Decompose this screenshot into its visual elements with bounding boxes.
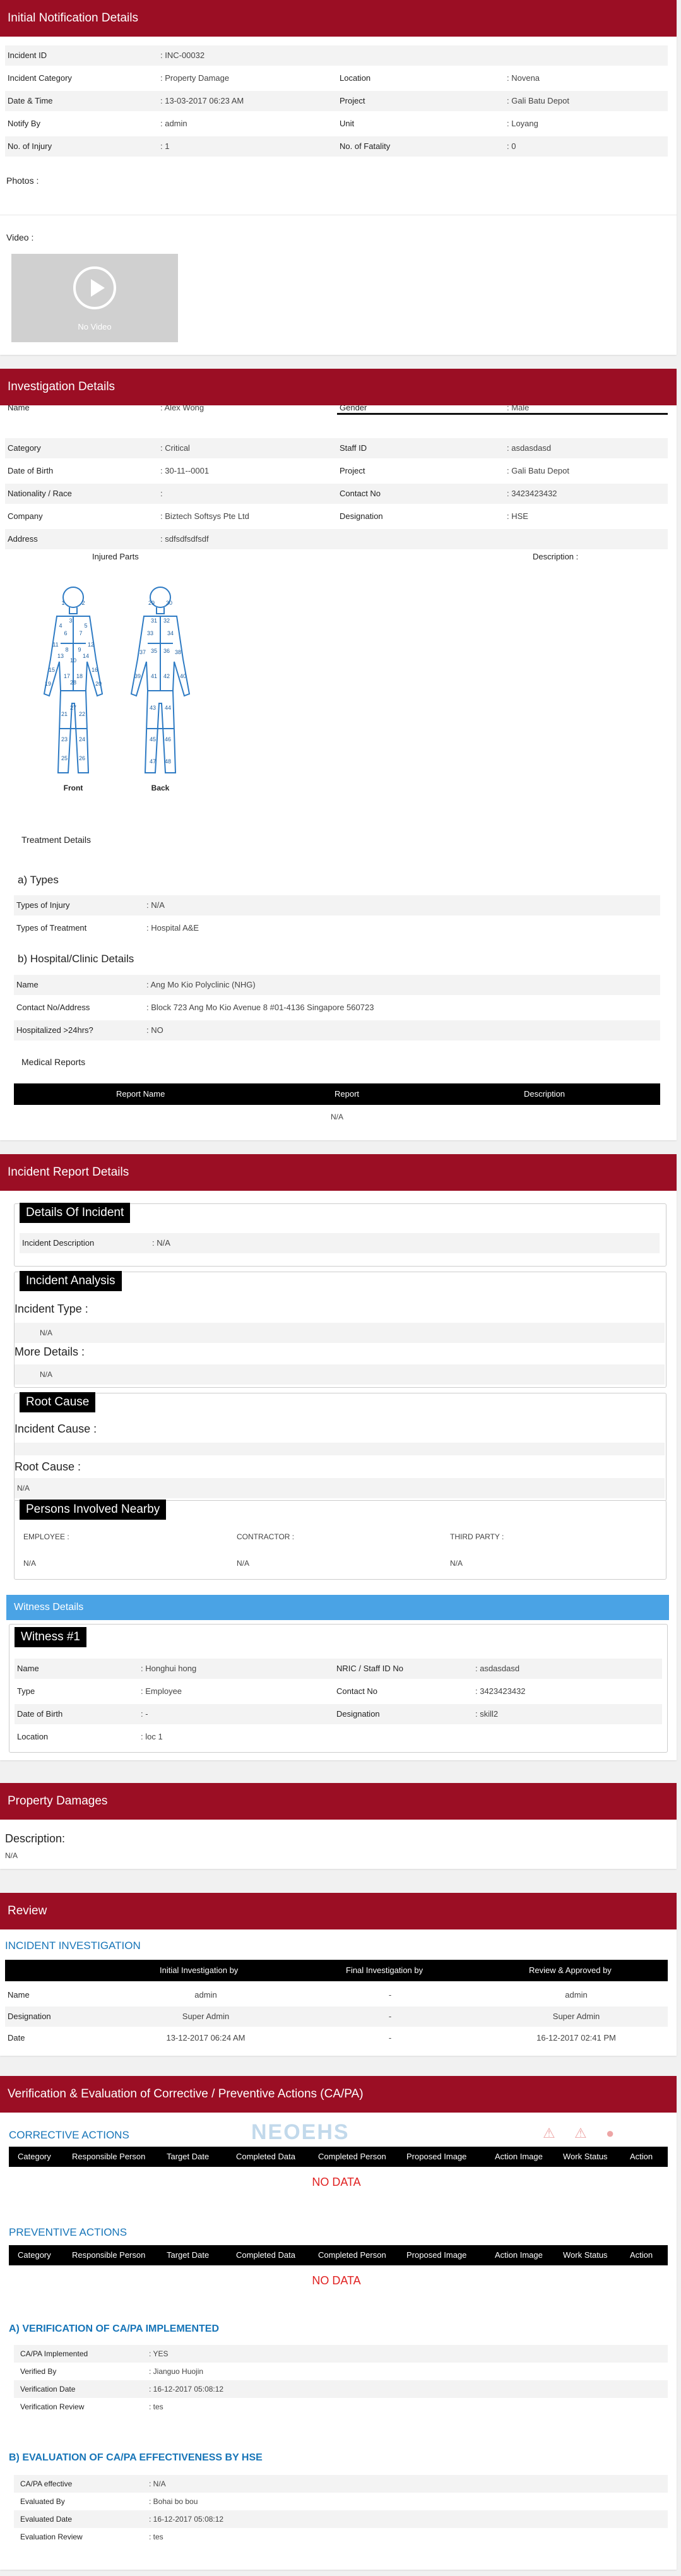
medical-reports-label: Medical Reports (21, 1057, 86, 1067)
row-label: Name (17, 1664, 39, 1673)
row-value: : Property Damage (160, 73, 230, 83)
capa-info-row (14, 2475, 668, 2493)
body-part-number[interactable]: 37 (139, 649, 146, 655)
row-label: Name (8, 405, 30, 412)
body-part-number[interactable]: 35 (150, 648, 158, 654)
more-details-row (15, 1364, 665, 1385)
capa-col-header: Action Image (495, 2152, 543, 2161)
incident-investigation-title: INCIDENT INVESTIGATION (5, 1940, 141, 1952)
more-details-label: More Details : (15, 1345, 85, 1358)
review-cell: 13-12-2017 06:24 AM (166, 2033, 246, 2042)
row-value: : asdasdasd (475, 1664, 520, 1673)
row-label: Staff ID (340, 443, 367, 453)
row-label: Location (17, 1732, 49, 1741)
col-initial: Initial Investigation by (160, 1965, 239, 1975)
info-row (14, 895, 660, 915)
description-label: Description : (533, 552, 579, 561)
incident-type-label: Incident Type : (15, 1303, 88, 1315)
video-label: Video : (6, 232, 34, 242)
row-label: Unit (340, 119, 355, 128)
analysis-tag: Incident Analysis (20, 1271, 122, 1291)
corrective-table-header (9, 2147, 668, 2167)
review-cell: admin (565, 1990, 588, 2000)
body-part-number[interactable]: 31 (150, 617, 158, 624)
review-cell: 16-12-2017 02:41 PM (536, 2033, 616, 2042)
col-final: Final Investigation by (346, 1965, 423, 1975)
col-report-name: Report Name (116, 1089, 165, 1099)
body-part-number[interactable]: 15 (48, 667, 56, 673)
row-label: Category (8, 443, 41, 453)
preventive-table-header (9, 2245, 668, 2265)
body-part-number[interactable]: 5 (84, 623, 88, 629)
investigation-section (0, 369, 677, 1140)
body-part-number[interactable]: 48 (164, 758, 172, 765)
review-section (0, 1893, 677, 2056)
row-label: CA/PA Implemented (20, 2349, 88, 2358)
body-part-number[interactable]: 14 (82, 653, 90, 659)
row-value: : Alex Wong (160, 405, 204, 412)
row-label: No. of Injury (8, 141, 52, 151)
row-value: : 16-12-2017 05:08:12 (149, 2385, 224, 2394)
capa-col-header: Work Status (563, 2152, 608, 2161)
info-row (14, 975, 660, 995)
root-cause-tag: Root Cause (20, 1392, 95, 1412)
property-damages-header: Property Damages (0, 1783, 677, 1820)
treatment-details-label: Treatment Details (21, 835, 91, 845)
witness-details-bar: Witness Details (6, 1595, 669, 1620)
details-tag: Details Of Incident (20, 1203, 130, 1223)
body-part-number[interactable]: 16 (91, 667, 98, 673)
review-cell: - (388, 1990, 392, 2000)
row-label: Contact No (340, 489, 381, 498)
witness-row (15, 1659, 662, 1679)
body-part-number[interactable]: 2 (81, 600, 85, 606)
capa-col-header: Action (630, 2152, 653, 2161)
body-part-number[interactable]: 42 (163, 673, 170, 679)
body-part-number[interactable]: 30 (165, 600, 173, 606)
row-value: : Loyang (507, 119, 538, 128)
capa-header: Verification & Evaluation of Corrective / Preventive Actions (CA/PA) (0, 2076, 677, 2113)
row-value: : tes (149, 2402, 163, 2411)
row-value: : Jianguo Huojin (149, 2367, 204, 2376)
row-value: : Biztech Softsys Pte Ltd (160, 511, 249, 521)
medical-reports-header (14, 1083, 660, 1105)
person-type-value: N/A (23, 1559, 37, 1568)
row-label: No. of Fatality (340, 141, 391, 151)
row-value: : INC-00032 (160, 51, 205, 60)
body-part-number[interactable]: 34 (167, 630, 174, 636)
info-row (5, 405, 668, 417)
row-value: : 30-11--0001 (160, 466, 210, 475)
row-label: Notify By (8, 119, 41, 128)
body-part-number[interactable]: 46 (164, 736, 172, 742)
row-label: Date of Birth (17, 1709, 63, 1719)
row-value: : N/A (149, 2479, 166, 2488)
root-cause-value: N/A (17, 1484, 30, 1493)
row-label: Name (16, 980, 38, 989)
injured-parts-label: Injured Parts (92, 552, 139, 561)
row-label: Evaluated Date (20, 2515, 73, 2524)
body-part-number[interactable]: 19 (44, 681, 52, 687)
person-type-value: N/A (237, 1559, 250, 1568)
row-label: CA/PA effective (20, 2479, 73, 2488)
incident-report-header: Incident Report Details (0, 1154, 677, 1191)
review-cell: - (388, 2012, 392, 2021)
info-row (5, 114, 668, 134)
row-value: : N/A (146, 900, 165, 910)
back-label: Back (151, 784, 170, 792)
hospital-heading: b) Hospital/Clinic Details (18, 953, 134, 965)
body-part-number[interactable]: 3 (69, 617, 73, 624)
row-label: Location (340, 73, 371, 83)
row-value: : Bohai bo bou (149, 2497, 198, 2506)
body-part-number[interactable]: 6 (64, 630, 68, 636)
capa-col-header: Action (630, 2250, 653, 2260)
row-label: Verification Review (20, 2402, 85, 2411)
incident-report-section (0, 1154, 677, 1760)
row-label: Company (8, 511, 43, 521)
initial-notification-section (0, 0, 677, 355)
row-value: : Employee (141, 1686, 182, 1696)
incident-type-row (15, 1323, 665, 1343)
capa-col-header: Completed Data (236, 2152, 295, 2161)
capa-info-row (14, 2510, 668, 2528)
row-label: Project (340, 96, 365, 105)
body-part-number[interactable]: 13 (57, 653, 64, 659)
property-damages-section (0, 1783, 677, 1869)
row-value: : (160, 489, 163, 498)
row-value: : sdfsdfsdfsdf (160, 534, 209, 544)
row-value: : skill2 (475, 1709, 499, 1719)
body-part-number[interactable]: 38 (174, 649, 182, 655)
verification-title: A) VERIFICATION OF CA/PA IMPLEMENTED (9, 2323, 220, 2334)
review-table-header (5, 1960, 668, 1981)
user-icon: ● (606, 2125, 615, 2141)
capa-col-header: Proposed Image (406, 2152, 467, 2161)
capa-col-header: Responsible Person (72, 2152, 146, 2161)
body-part-number[interactable]: 45 (149, 736, 157, 742)
initial-notification-header: Initial Notification Details (0, 0, 677, 37)
root-cause-row (15, 1478, 665, 1498)
body-part-number[interactable]: 33 (146, 630, 154, 636)
row-value: : asdasdasd (507, 443, 552, 453)
row-label: Contact No/Address (16, 1003, 90, 1012)
body-part-number[interactable]: 29 (148, 600, 155, 606)
row-label: Incident ID (8, 51, 47, 60)
capa-info-row (14, 2528, 668, 2546)
info-row (5, 438, 668, 458)
body-part-number[interactable]: 41 (150, 673, 158, 679)
body-part-number[interactable]: 36 (163, 648, 170, 654)
witness-row (15, 1681, 662, 1702)
persons-tag: Persons Involved Nearby (20, 1500, 166, 1520)
capa-col-header: Category (18, 2250, 51, 2260)
capa-info-row (14, 2380, 668, 2398)
property-desc-value: N/A (5, 1851, 18, 1860)
person-type-label: EMPLOYEE : (23, 1532, 69, 1541)
witness-tag: Witness #1 (15, 1627, 86, 1647)
alert-icon: ⚠ (574, 2125, 587, 2141)
body-part-number[interactable]: 23 (61, 736, 68, 742)
row-label: NRIC / Staff ID No (336, 1664, 403, 1673)
witness-row (15, 1727, 662, 1747)
capa-info-row (14, 2493, 668, 2510)
row-value: : NO (146, 1025, 163, 1035)
play-icon[interactable] (73, 266, 116, 309)
body-part-number[interactable]: 21 (61, 711, 68, 717)
body-part-number[interactable]: 24 (78, 736, 86, 742)
row-value: : - (141, 1709, 148, 1719)
cut-row-wrapper (0, 405, 677, 417)
info-row (5, 136, 668, 157)
more-details-value: N/A (40, 1370, 53, 1379)
front-label: Front (63, 784, 83, 792)
col-approved: Review & Approved by (529, 1965, 612, 1975)
row-value: : loc 1 (141, 1732, 163, 1741)
investigation-header: Investigation Details (0, 369, 677, 405)
row-value: : Hospital A&E (146, 923, 199, 933)
incident-cause-row (15, 1443, 665, 1455)
body-part-number[interactable]: 18 (76, 673, 83, 679)
body-part-number[interactable]: 12 (87, 641, 95, 648)
row-value: : N/A (152, 1238, 170, 1248)
info-row (14, 918, 660, 938)
review-cell: - (388, 2033, 392, 2042)
body-part-number[interactable]: 8 (65, 647, 69, 653)
row-value: : 16-12-2017 05:08:12 (149, 2515, 224, 2524)
capa-col-header: Completed Person (318, 2152, 386, 2161)
photos-label: Photos : (6, 176, 39, 186)
persons-involved-box (14, 1500, 666, 1580)
row-label: Contact No (336, 1686, 378, 1696)
info-row (14, 998, 660, 1018)
capa-col-header: Responsible Person (72, 2250, 146, 2260)
capa-info-row (14, 2345, 668, 2363)
info-row (5, 484, 668, 504)
types-heading: a) Types (18, 874, 59, 886)
row-label: Gender (340, 405, 367, 412)
row-label: Date & Time (8, 96, 53, 105)
body-part-number[interactable]: 47 (149, 758, 157, 765)
info-row (5, 461, 668, 481)
body-part-number[interactable]: 10 (69, 657, 77, 664)
body-part-number[interactable]: 28 (69, 679, 77, 686)
incident-analysis-box (14, 1272, 666, 1388)
body-part-number[interactable]: 17 (63, 673, 71, 679)
row-label: Evaluated By (20, 2497, 65, 2506)
no-video-text: No Video (78, 322, 112, 331)
details-of-incident-box (14, 1203, 666, 1267)
row-value: : Male (507, 405, 530, 412)
row-value: : tes (149, 2532, 163, 2541)
row-label: Nationality / Race (8, 489, 72, 498)
row-label: Incident Description (22, 1238, 95, 1248)
row-label: Types of Treatment (16, 923, 87, 933)
witness-box (9, 1624, 668, 1753)
row-value: : 0 (507, 141, 516, 151)
row-label: Project (340, 466, 365, 475)
preventive-actions-title: PREVENTIVE ACTIONS (9, 2226, 127, 2238)
row-value: : YES (149, 2349, 169, 2358)
body-part-number[interactable]: 40 (179, 673, 187, 679)
medical-reports-empty: N/A (330, 1112, 343, 1121)
evaluation-title: B) EVALUATION OF CA/PA EFFECTIVENESS BY HSE (9, 2452, 263, 2463)
body-part-number[interactable]: 25 (61, 755, 68, 761)
capa-section (0, 2076, 677, 2570)
row-label: Hospitalized >24hrs? (16, 1025, 93, 1035)
capa-col-header: Proposed Image (406, 2250, 467, 2260)
body-part-number[interactable]: 7 (79, 630, 83, 636)
body-part-number[interactable]: 32 (163, 617, 170, 624)
review-cell: admin (194, 1990, 217, 2000)
incident-type-value: N/A (40, 1328, 53, 1337)
row-label: Incident Category (8, 73, 72, 83)
row-value: : Ang Mo Kio Polyclinic (NHG) (146, 980, 256, 989)
info-row (5, 68, 668, 88)
review-cell: Super Admin (182, 2012, 230, 2021)
capa-info-row (14, 2398, 668, 2416)
info-row (5, 45, 668, 66)
row-label: Types of Injury (16, 900, 70, 910)
capa-col-header: Action Image (495, 2250, 543, 2260)
witness-row (15, 1704, 662, 1724)
capa-col-header: Work Status (563, 2250, 608, 2260)
divider (337, 413, 668, 415)
person-type-value: N/A (450, 1559, 463, 1568)
person-type-label: THIRD PARTY : (450, 1532, 504, 1541)
root-cause-label: Root Cause : (15, 1460, 81, 1473)
bell-icon: ⚠ (543, 2125, 555, 2141)
body-part-number[interactable]: 39 (134, 673, 141, 679)
body-part-number[interactable]: 26 (78, 755, 86, 761)
capa-col-header: Target Date (167, 2152, 210, 2161)
row-value: : HSE (507, 511, 528, 521)
col-report: Report (335, 1089, 360, 1099)
col-description: Description (524, 1089, 566, 1099)
body-part-number[interactable]: 1 (61, 600, 65, 606)
review-cell: Super Admin (552, 2012, 600, 2021)
capa-col-header: Completed Data (236, 2250, 295, 2260)
corrective-no-data: NO DATA (312, 2176, 361, 2188)
info-row (14, 1020, 660, 1041)
root-cause-box (14, 1393, 666, 1501)
row-value: : 1 (160, 141, 170, 151)
review-header: Review (0, 1893, 677, 1929)
review-row (5, 2007, 668, 2027)
row-label: Date (8, 2033, 25, 2042)
row-label: Designation (340, 511, 383, 521)
video-thumbnail[interactable] (11, 254, 178, 342)
body-part-number[interactable]: 43 (149, 705, 157, 711)
review-row (5, 2028, 668, 2048)
info-row (5, 529, 668, 549)
row-label: Evaluation Review (20, 2532, 83, 2541)
info-row (5, 506, 668, 527)
body-part-number[interactable]: 11 (52, 641, 59, 648)
row-value: : 3423423432 (507, 489, 557, 498)
body-part-number[interactable]: 44 (164, 705, 172, 711)
person-type-label: CONTRACTOR : (237, 1532, 295, 1541)
body-part-number[interactable]: 9 (78, 647, 81, 653)
body-part-number[interactable]: 20 (95, 681, 102, 687)
review-row (5, 1985, 668, 2005)
row-label: Type (17, 1686, 35, 1696)
row-label: Designation (336, 1709, 380, 1719)
row-value: : Novena (507, 73, 540, 83)
row-value: : Honghui hong (141, 1664, 197, 1673)
body-part-number[interactable]: 22 (78, 711, 86, 717)
body-part-number[interactable]: 27 (69, 705, 77, 711)
incident-cause-label: Incident Cause : (15, 1422, 97, 1435)
incident-description-row (20, 1233, 660, 1253)
preventive-no-data: NO DATA (312, 2274, 361, 2287)
watermark-logo: NEOEHS (251, 2120, 350, 2144)
capa-col-header: Category (18, 2152, 51, 2161)
info-row (5, 91, 668, 111)
row-label: Address (8, 534, 38, 544)
row-value: : Gali Batu Depot (507, 466, 569, 475)
row-label: Verified By (20, 2367, 57, 2376)
capa-col-header: Target Date (167, 2250, 210, 2260)
property-desc-label: Description: (5, 1832, 66, 1845)
capa-col-header: Completed Person (318, 2250, 386, 2260)
row-label: Designation (8, 2012, 51, 2021)
row-value: : Gali Batu Depot (507, 96, 569, 105)
corrective-actions-title: CORRECTIVE ACTIONS (9, 2129, 129, 2141)
row-value: : admin (160, 119, 187, 128)
row-label: Date of Birth (8, 466, 54, 475)
row-value: : 13-03-2017 06:23 AM (160, 96, 244, 105)
row-label: Verification Date (20, 2385, 76, 2394)
body-diagram[interactable] (25, 583, 215, 798)
watermark-icons (543, 2125, 644, 2144)
row-label: Name (8, 1990, 30, 2000)
capa-info-row (14, 2363, 668, 2380)
row-value: : 3423423432 (475, 1686, 526, 1696)
body-part-number[interactable]: 4 (59, 623, 62, 629)
row-value: : Critical (160, 443, 190, 453)
row-value: : Block 723 Ang Mo Kio Avenue 8 #01-4136 Singapore 560723 (146, 1003, 374, 1012)
